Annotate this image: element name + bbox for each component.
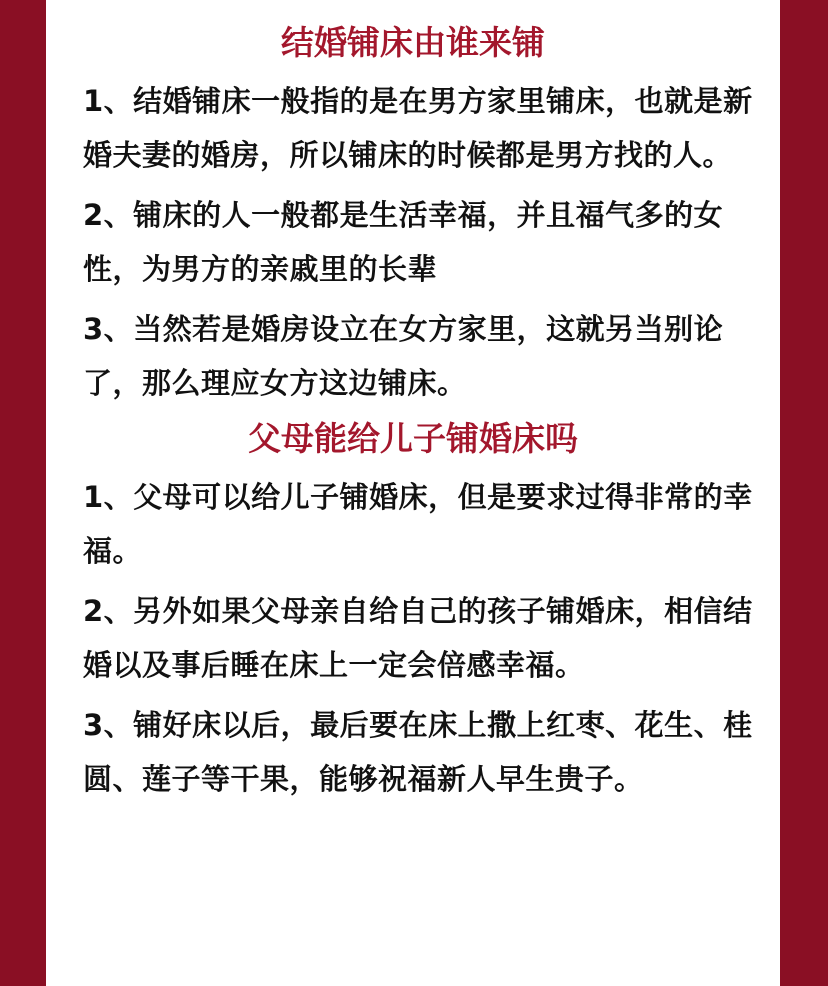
paragraph-1-2: 2、铺床的人一般都是生活幸福，并且福气多的女性，为男方的亲戚里的长辈 xyxy=(83,198,724,286)
section-title-who-makes-bed: 结婚铺床由谁来铺 xyxy=(281,23,545,62)
paragraph-2-1: 1、父母可以给儿子铺婚床，但是要求过得非常的幸福。 xyxy=(83,480,753,568)
paragraph-2-2: 2、另外如果父母亲自给自己的孩子铺婚床，相信结婚以及事后睡在床上一定会倍感幸福。 xyxy=(83,594,753,682)
paragraph-1-3: 3、当然若是婚房设立在女方家里，这就另当别论了，那么理应女方这边铺床。 xyxy=(83,312,724,400)
paragraph-2-3: 3、铺好床以后，最后要在床上撒上红枣、花生、桂圆、莲子等干果，能够祝福新人早生贵子。 xyxy=(83,708,753,796)
section-title-parents-make-bed: 父母能给儿子铺婚床吗 xyxy=(248,419,578,458)
paragraph-1-1: 1、结婚铺床一般指的是在男方家里铺床，也就是新婚夫妻的婚房，所以铺床的时候都是男方找的人。 xyxy=(83,84,753,172)
article-card xyxy=(46,0,780,986)
